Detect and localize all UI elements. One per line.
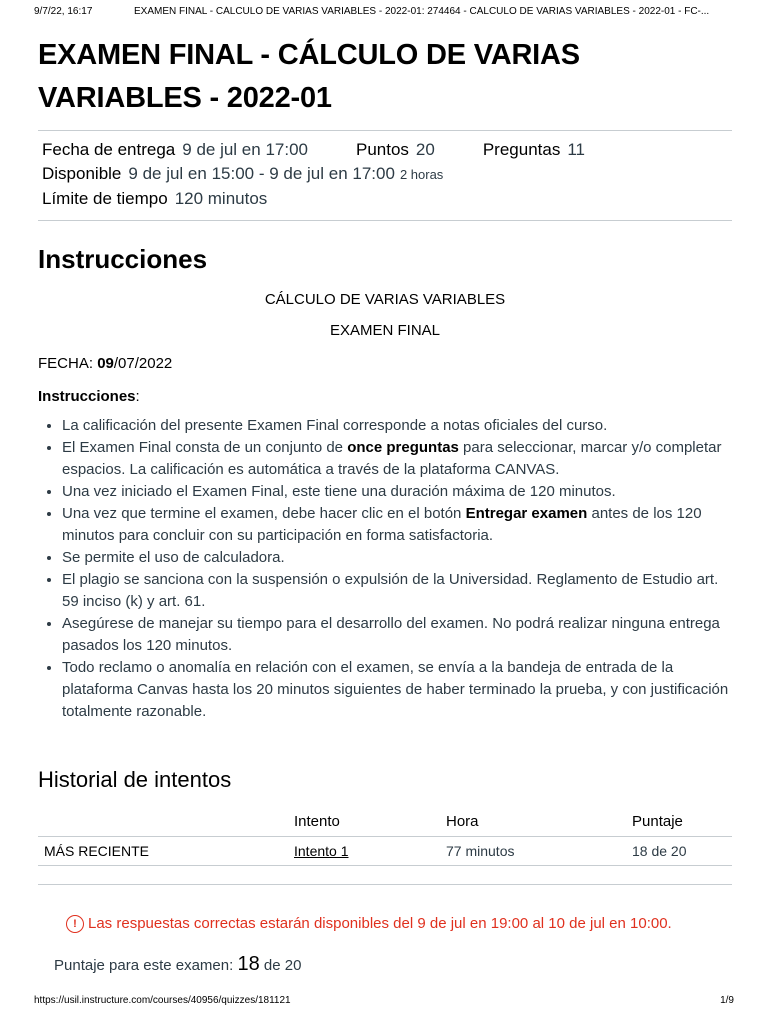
rule-text: El Examen Final consta de un conjunto de [62,439,348,456]
exam-date-label: FECHA: [38,355,98,372]
rule-item [62,547,732,569]
section-divider [38,884,732,885]
rule-item [62,481,732,503]
print-page-number: 1/9 [720,995,734,1006]
rule-text: para seleccionar, marcar y/o completar espacios. La calificación es automática a través de la plataforma CANVAS. [62,439,722,478]
column-header-label [38,807,288,837]
exam-date-rest: /07/2022 [113,355,173,372]
attempt-cell [288,837,440,866]
answers-availability-notice [66,913,732,935]
rule-item [62,503,732,547]
attempt-status: MÁS RECIENTE [38,837,288,866]
instructions-sublabel [38,388,732,405]
instructions-sublabel-colon: : [135,388,140,405]
available-duration: 2 horas [399,167,444,182]
due-value: 9 de jul en 17:00 [182,140,308,159]
instructions-sublabel-text: Instrucciones [38,388,136,405]
available-label: Disponible [42,164,122,183]
exam-date-day: 09 [97,355,114,372]
points-label: Puntos [355,140,409,159]
print-title: EXAMEN FINAL - CÁLCULO DE VARIAS VARIABLES - 2022-01: 274464 - CÁLCULO DE VARIAS VARIABLES - 2022-01 - FC-... [134,6,710,17]
meta-row-3 [42,187,728,211]
attempt-time: 77 minutos [440,837,626,866]
column-header-time: Hora [446,813,479,830]
table-header-row [38,807,732,837]
print-header [34,6,734,17]
rule-emphasis: once preguntas [347,439,459,456]
rule-text: El plagio se sanciona con la suspensión o expulsión de la Universidad. Reglamento de Estudio art. 59 inciso (k) y art. 61. [62,571,719,610]
points-value: 20 [415,140,435,159]
rule-item [62,437,732,481]
questions-value: 11 [567,140,585,159]
rule-emphasis: Entregar examen [465,505,588,522]
rule-item [62,613,732,657]
questions-label: Preguntas [482,140,561,159]
rule-text: Asegúrese de manejar su tiempo para el desarrollo del examen. No podrá realizar ninguna entrega pasados los 120 minutos. [62,615,720,654]
print-date: 9/7/22, 16:17 [34,6,93,17]
rule-item [62,415,732,437]
rule-text: Una vez que termine el examen, debe hacer clic en el botón [62,505,466,522]
score-suffix: de 20 [259,957,302,974]
available-value: 9 de jul en 15:00 - 9 de jul en 17:00 [128,164,395,183]
notice-text: Las respuestas correctas estarán disponibles del 9 de jul en 19:00 al 10 de jul en 10:00. [88,915,672,932]
quiz-details [38,130,732,221]
rule-text: Se permite el uso de calculadora. [62,549,285,566]
score-summary [54,953,732,976]
quiz-content [38,34,732,976]
rule-text: La calificación del presente Examen Final corresponde a notas oficiales del curso. [62,417,608,434]
meta-row-2 [42,162,728,187]
rule-text: Una vez iniciado el Examen Final, este tiene una duración máxima de 120 minutos. [62,483,616,500]
column-header-attempt: Intento [294,813,340,830]
page-title: EXAMEN FINAL - CÁLCULO DE VARIAS VARIABLES - 2022-01 [38,39,580,114]
meta-row-1 [42,138,728,162]
rule-item [62,569,732,613]
score-label: Puntaje para este examen: [54,957,238,974]
instructions-heading: Instrucciones [38,244,208,274]
time-limit-value: 120 minutos [174,189,268,208]
attempt-history-table [38,807,732,866]
rule-text: Todo reclamo o anomalía en relación con el examen, se envía a la bandeja de entrada de la plataforma Canvas hasta los 20 minutos siguientes de haber terminado la prueba, y con justificación totalmente razonable. [62,659,729,720]
table-row [38,837,732,866]
rule-item [62,657,732,723]
rules-list [38,415,732,723]
exam-date [38,355,732,372]
print-url: https://usil.instructure.com/courses/40956/quizzes/181121 [34,995,291,1006]
exam-name: EXAMEN FINAL [329,322,441,339]
attempt-link[interactable]: Intento 1 [294,843,349,859]
score-value: 18 [237,953,260,975]
rule-text: antes de los 120 minutos para concluir con su participación en forma satisfactoria. [62,505,702,544]
due-label: Fecha de entrega [42,140,176,159]
warning-icon: ! [66,915,84,933]
attempt-history-heading: Historial de intentos [38,767,232,792]
course-name: CÁLCULO DE VARIAS VARIABLES [264,291,506,308]
column-header-score: Puntaje [632,813,683,830]
print-footer [34,995,734,1006]
time-limit-label: Límite de tiempo [42,189,168,208]
attempt-score: 18 de 20 [626,837,732,866]
